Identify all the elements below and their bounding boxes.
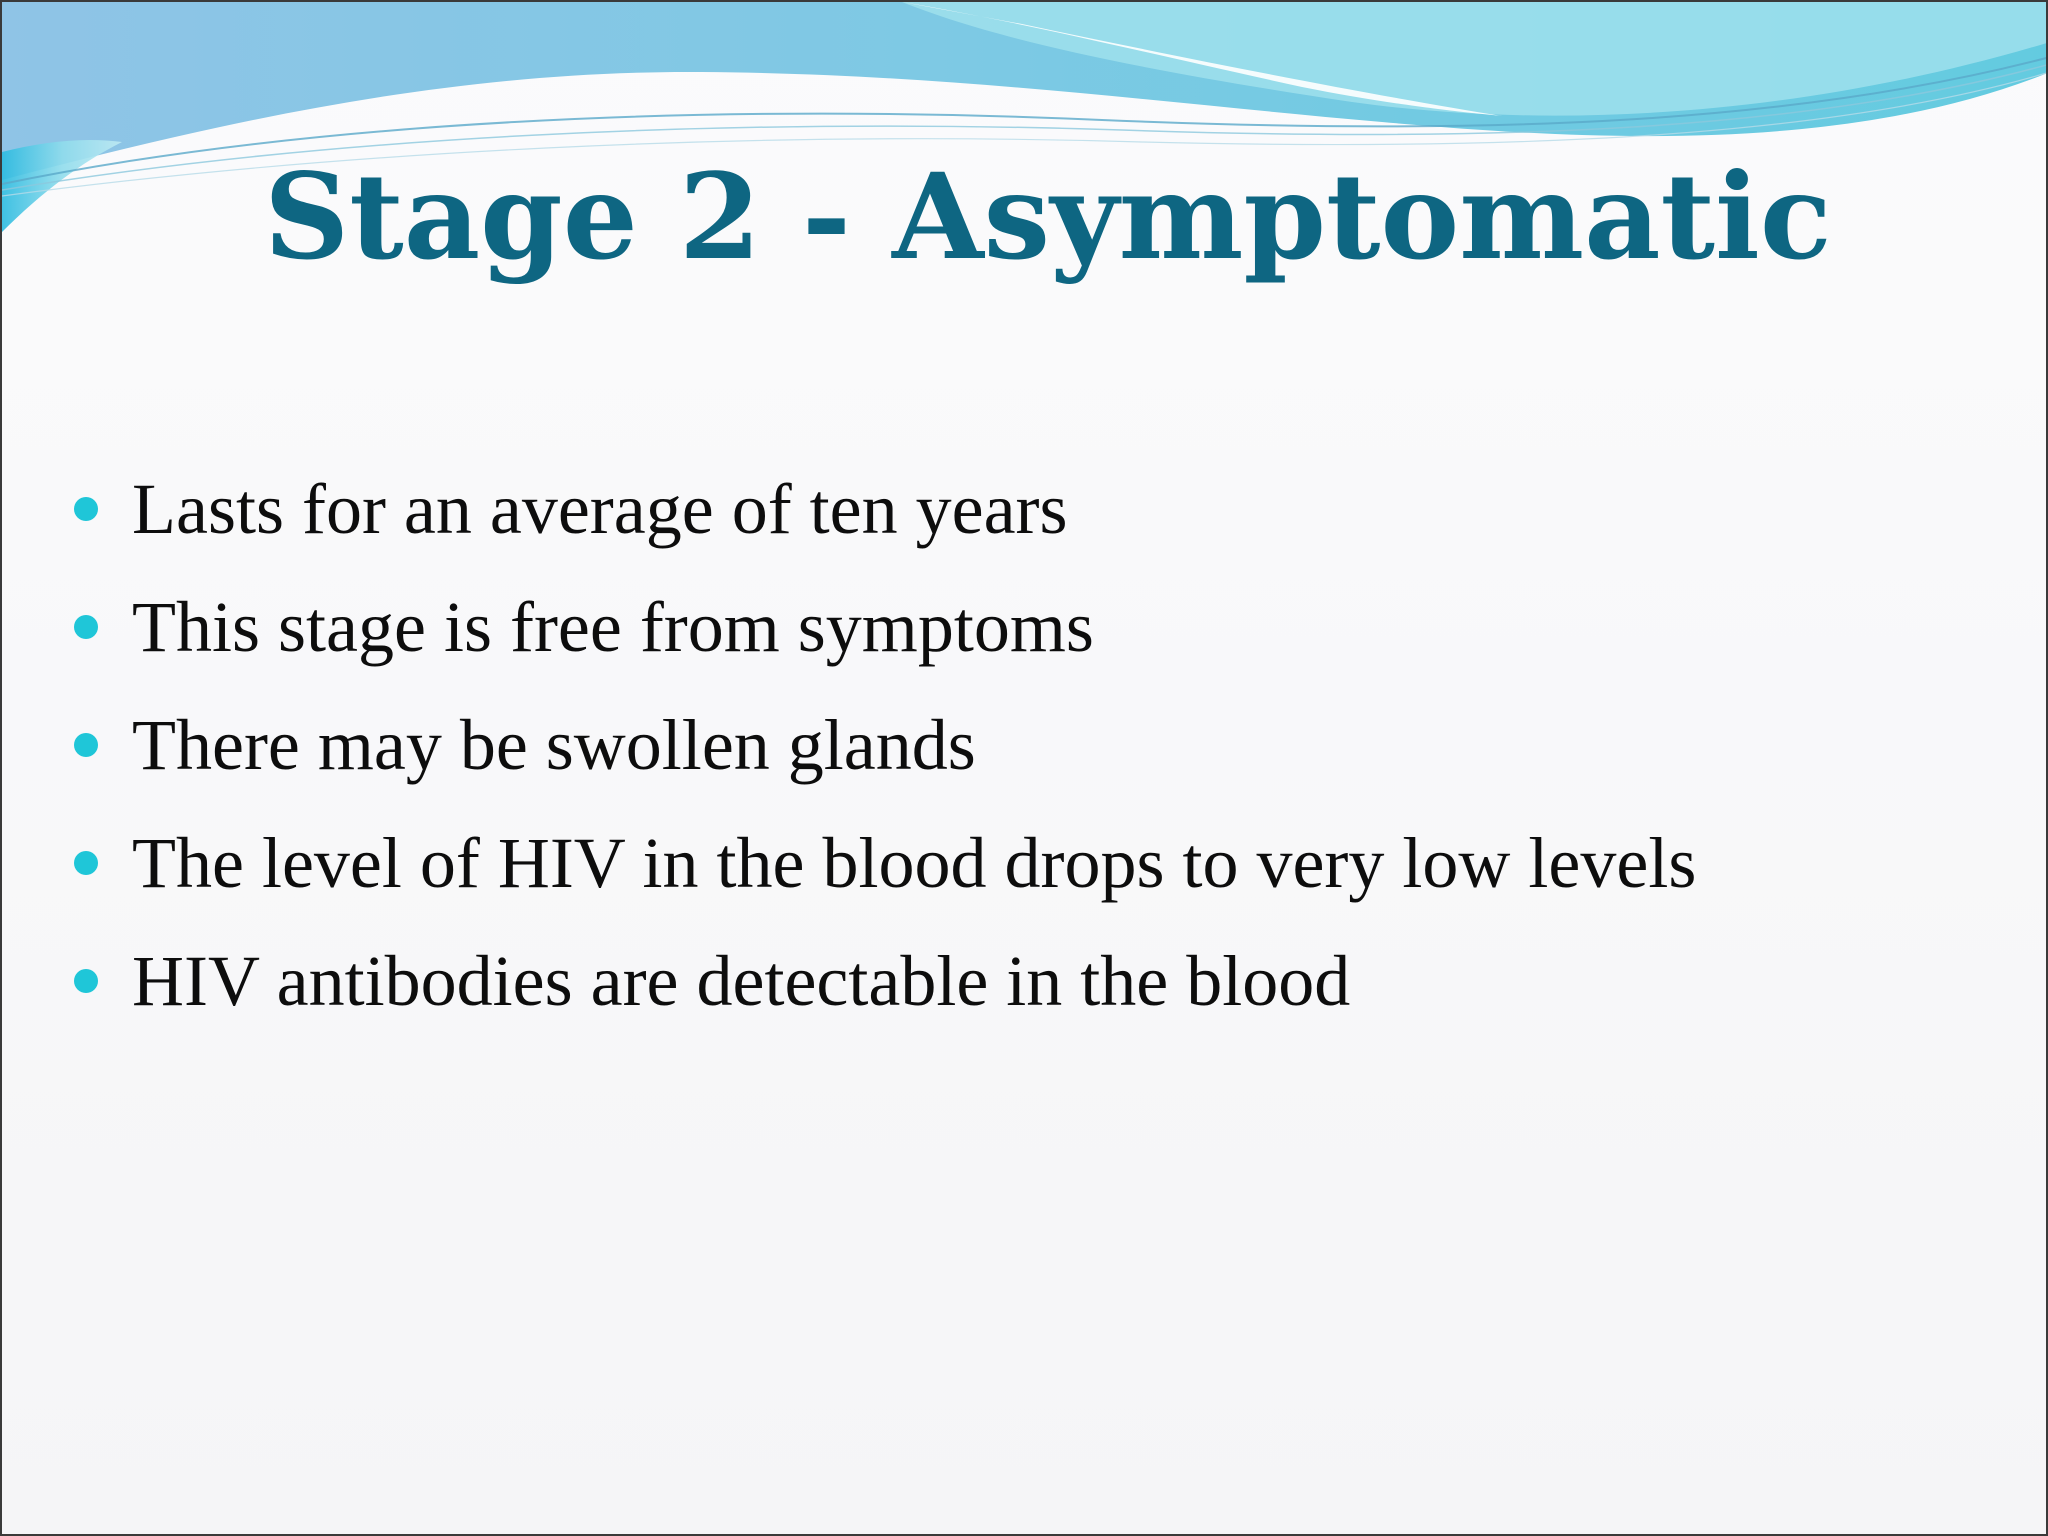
bullet-dot-icon: [74, 497, 98, 521]
bullet-dot-icon: [74, 615, 98, 639]
bullet-text: The level of HIV in the blood drops to very low levels: [132, 822, 1697, 903]
bullet-text: This stage is free from symptoms: [132, 586, 1094, 667]
bullet-item: [74, 686, 1696, 804]
bullet-text: HIV antibodies are detectable in the blood: [132, 940, 1351, 1021]
bullet-dot-icon: [74, 851, 98, 875]
bullet-item: [74, 450, 1696, 568]
bullet-item: [74, 922, 1696, 1040]
bullet-item: [74, 804, 1696, 922]
bullet-list: [74, 450, 1696, 1040]
slide-title: Stage 2 - Asymptomatic: [264, 147, 1832, 286]
bullet-item: [74, 568, 1696, 686]
bullet-dot-icon: [74, 733, 98, 757]
bullet-text: Lasts for an average of ten years: [132, 468, 1068, 549]
bullet-dot-icon: [74, 969, 98, 993]
bullet-text: There may be swollen glands: [132, 704, 976, 785]
